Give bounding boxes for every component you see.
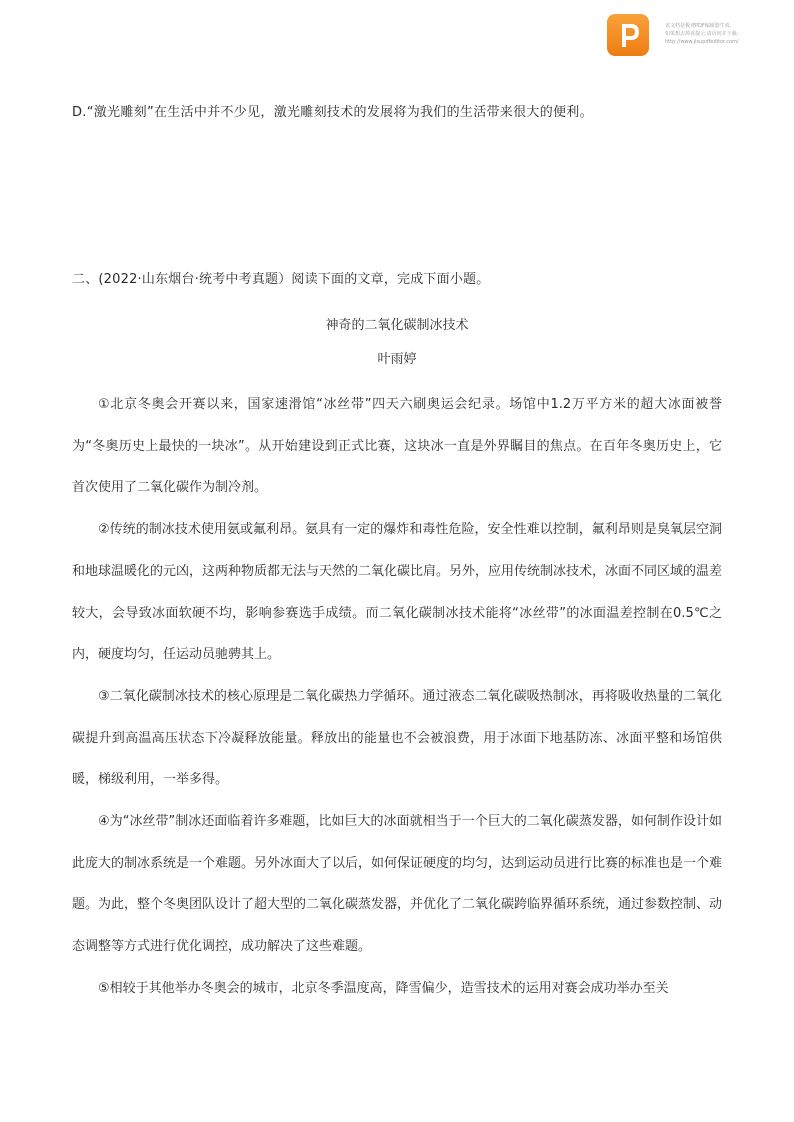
article-title: 神奇的二氧化碳制冰技术: [325, 318, 469, 333]
article-author: 叶雨婷: [377, 352, 417, 367]
p-letter-icon: [607, 14, 649, 56]
paragraph-2: ②传统的制冰技术使用氨或氟利昂。氨具有一定的爆炸和毒性危险，安全性难以控制，氟利昂则是臭氧层空洞和地球温暖化的元凶，这两种物质都无法与天然的二氧化碳比肩。另外，应用传统制冰技术，冰面不同区域的温差较大，会导致冰面软硬不均，影响参赛选手成绩。而二氧化碳制冰技术能将“冰丝带”的冰面温差控制在0.5℃之内，硬度均匀，任运动员驰骋其上。: [72, 522, 723, 663]
paragraph-3: ③二氧化碳制冰技术的核心原理是二氧化碳热力学循环。通过液态二氧化碳吸热制冰，再将吸收热量的二氧化碳提升到高温高压状态下冷凝释放能量。释放出的能量也不会被浪费，用于冰面下地基防冻、冰面平整和场馆供暖，梯级利用，一举多得。: [72, 688, 722, 788]
answer-option-d: D.“激光雕刻”在生活中并不少见，激光雕刻技术的发展将为我们的生活带来很大的便利。: [72, 105, 593, 120]
paragraph-5: ⑤相较于其他举办冬奥会的城市，北京冬季温度高，降雪偏少，造雪技术的运用对赛会成功举办至关: [98, 980, 669, 996]
watermark-notice: [665, 22, 785, 46]
watermark-line: 如果想去掉该提示,请访问并下载:: [665, 31, 739, 37]
article-body: [72, 384, 722, 1010]
watermark-line: 该文档是极速PDF编辑器生成,: [665, 23, 732, 29]
paragraph-4: ④为“冰丝带”制冰还面临着许多难题，比如巨大的冰面就相当于一个巨大的二氧化碳蒸发器，如何制作设计如此庞大的制冰系统是一个难题。另外冰面大了以后，如何保证硬度的均匀，达到运动员进行比赛的标准也是一个难题。为此，整个冬奥团队设计了超大型的二氧化碳蒸发器，并优化了二氧化碳跨临界循环系统，通过参数控制、动态调整等方式进行优化调控，成功解决了这些难题。: [72, 814, 723, 955]
watermark-url: http://www.jisupdfeditor.com/: [665, 39, 739, 45]
paragraph-1: ①北京冬奥会开赛以来，国家速滑馆“冰丝带”四天六刷奥运会纪录。场馆中1.2万平方米的超大冰面被誉为“冬奥历史上最快的一块冰”。从开始建设到正式比赛，这块冰一直是外界瞩目的焦点。在百年冬奥历史上，它首次使用了二氧化碳作为制冷剂。: [72, 397, 722, 496]
pdf-editor-logo: [607, 14, 649, 56]
section-heading: 二、(2022·山东烟台·统考中考真题）阅读下面的文章，完成下面小题。: [72, 272, 490, 287]
